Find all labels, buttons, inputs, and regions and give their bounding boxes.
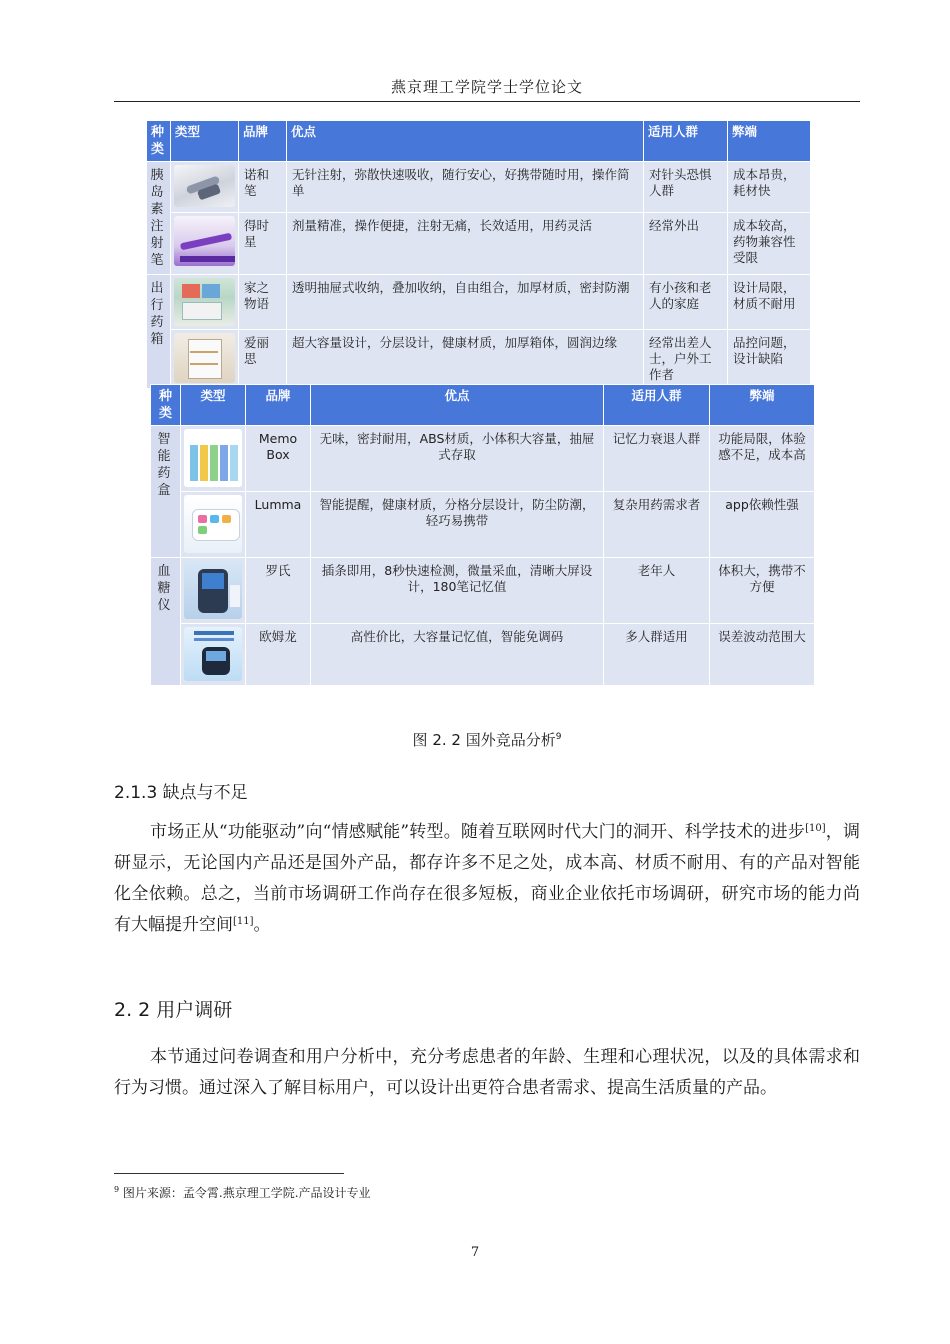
insulin-pen-box-photo (171, 213, 239, 275)
page-number: 7 (470, 1245, 480, 1260)
category-cell: 胰岛素注射笔 (147, 162, 171, 275)
users-cell: 多人群适用 (604, 624, 710, 686)
table-row (151, 558, 815, 624)
users-cell: 复杂用药需求者 (604, 492, 710, 558)
medicine-box-photo (171, 275, 239, 330)
col-header-cons: 弊端 (728, 121, 811, 162)
col-header-category: 种类 (151, 385, 181, 426)
users-cell: 经常外出 (644, 213, 728, 275)
table-row (147, 213, 811, 275)
section-heading-2-1-3: 2.1.3 缺点与不足 (114, 783, 248, 803)
footnote-rule (114, 1173, 344, 1174)
cons-cell: 误差波动范围大 (710, 624, 815, 686)
smart-pill-box-photo (181, 492, 246, 558)
glucose-meter-box-photo (181, 624, 246, 686)
brand-cell: Memo Box (246, 426, 311, 492)
users-cell: 对针头恐惧人群 (644, 162, 728, 213)
foreign-comparison-table (150, 384, 815, 686)
brand-cell: 欧姆龙 (246, 624, 311, 686)
cons-cell: 设计局限，材质不耐用 (728, 275, 811, 330)
category-cell: 智能药盒 (151, 426, 181, 558)
body-paragraph: 市场正从“功能驱动”向“情感赋能”转型。随着互联网时代大门的洞开、科学技术的进步[10]，调研显示，无论国内产品还是国外产品，都存许多不足之处，成本高、材质不耐用、有的产品对智能化全依赖。总之，当前市场调研工作尚存在很多短板，商业企业依托市场调研，研究市场的能力尚有大幅提升空间[11]。 (114, 822, 861, 935)
brand-cell: 诺和笔 (239, 162, 287, 213)
cons-cell: 成本较高，药物兼容性受限 (728, 213, 811, 275)
cons-cell: app依赖性强 (710, 492, 815, 558)
users-cell: 老年人 (604, 558, 710, 624)
glucose-meter-photo (181, 558, 246, 624)
col-header-category: 种类 (147, 121, 171, 162)
pros-cell: 无针注射，弥散快速吸收，随行安心，好携带随时用，操作简单 (287, 162, 644, 213)
pros-cell: 插条即用，8秒快速检测，微量采血，清晰大屏设计，180笔记忆值 (311, 558, 604, 624)
footnote-marker: 9 (555, 732, 562, 742)
table-row (151, 624, 815, 686)
col-header-users: 适用人群 (604, 385, 710, 426)
col-header-brand: 品牌 (239, 121, 287, 162)
col-header-type: 类型 (181, 385, 246, 426)
cons-cell: 品控问题，设计缺陷 (728, 330, 811, 389)
body-paragraph: 本节通过问卷调查和用户分析中，充分考虑患者的年龄、生理和心理状况，以及的具体需求和行为习惯。通过深入了解目标用户，可以设计出更符合患者需求、提高生活质量的产品。 (114, 1047, 860, 1098)
insulin-pen-photo (171, 162, 239, 213)
table-row (147, 330, 811, 389)
cons-cell: 体积大，携带不方便 (710, 558, 815, 624)
pros-cell: 剂量精准，操作便捷，注射无痛，长效适用，用药灵活 (287, 213, 644, 275)
table-row (151, 492, 815, 558)
pros-cell: 超大容量设计，分层设计，健康材质，加厚箱体，圆润边缘 (287, 330, 644, 389)
category-cell: 出行药箱 (147, 275, 171, 389)
table-row (147, 162, 811, 213)
brand-cell: Lumma (246, 492, 311, 558)
storage-box-photo (171, 330, 239, 389)
users-cell: 记忆力衰退人群 (604, 426, 710, 492)
running-header: 燕京理工学院学士学位论文 (390, 78, 583, 96)
col-header-type: 类型 (171, 121, 239, 162)
col-header-brand: 品牌 (246, 385, 311, 426)
figure-caption: 图 2. 2 国外竞品分析$^9$ (412, 731, 562, 749)
cons-cell: 功能局限，体验感不足，成本高 (710, 426, 815, 492)
table-row (151, 426, 815, 492)
col-header-users: 适用人群 (644, 121, 728, 162)
cons-cell: 成本昂贵，耗材快 (728, 162, 811, 213)
category-cell: 血糖仪 (151, 558, 181, 686)
domestic-comparison-table (146, 120, 811, 389)
table-header-row (151, 385, 815, 426)
pros-cell: 智能提醒，健康材质，分格分层设计，防尘防潮，轻巧易携带 (311, 492, 604, 558)
brand-cell: 罗氏 (246, 558, 311, 624)
brand-cell: 家之物语 (239, 275, 287, 330)
pros-cell: 高性价比，大容量记忆值，智能免调码 (311, 624, 604, 686)
pros-cell: 透明抽屉式收纳，叠加收纳，自由组合，加厚材质，密封防潮 (287, 275, 644, 330)
table-header-row (147, 121, 811, 162)
citation-ref: [10] (805, 823, 826, 834)
col-header-cons: 弊端 (710, 385, 815, 426)
users-cell: 经常出差人士，户外工作者 (644, 330, 728, 389)
col-header-pros: 优点 (287, 121, 644, 162)
brand-cell: 爱丽思 (239, 330, 287, 389)
header-rule (114, 101, 860, 102)
table-row (147, 275, 811, 330)
citation-ref: [11] (233, 916, 254, 927)
pill-organizer-photo (181, 426, 246, 492)
pros-cell: 无味，密封耐用，ABS材质，小体积大容量，抽屉式存取 (311, 426, 604, 492)
footnote: $^9$ 图片来源：孟令霄.燕京理工学院.产品设计专业 (114, 1185, 371, 1200)
col-header-pros: 优点 (311, 385, 604, 426)
section-heading-2-2: 2. 2 用户调研 (114, 999, 233, 1021)
users-cell: 有小孩和老人的家庭 (644, 275, 728, 330)
brand-cell: 得时星 (239, 213, 287, 275)
